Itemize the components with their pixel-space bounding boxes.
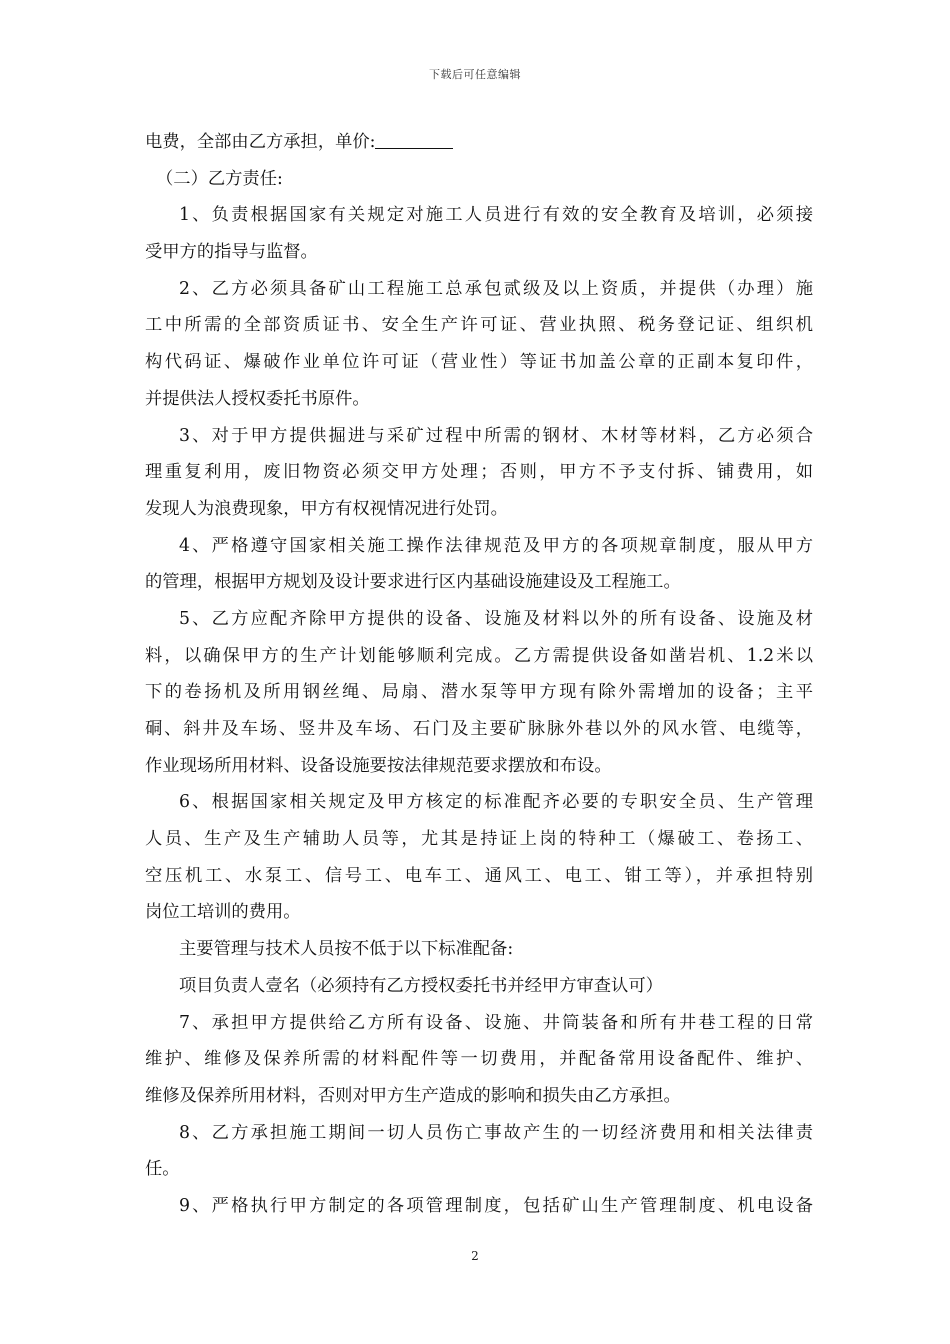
paragraph-line: 主要管理与技术人员按不低于以下标准配备: <box>179 939 514 960</box>
paragraph-line: 项目负责人壹名（必须持有乙方授权委托书并经甲方审查认可） <box>179 975 663 996</box>
paragraph-line: 工中所需的全部资质证书、安全生产许可证、营业执照、税务登记证、组织机 <box>145 315 813 336</box>
paragraph-line: 并提供法人授权委托书原件。 <box>145 388 370 409</box>
section-heading: （二）乙方责任: <box>156 168 283 189</box>
paragraph-line: 维护、维修及保养所需的材料配件等一切费用，并配备常用设备配件、维护、 <box>145 1049 813 1070</box>
paragraph-line: 9、严格执行甲方制定的各项管理制度，包括矿山生产管理制度、机电设备 <box>179 1195 813 1216</box>
paragraph-line: 的管理，根据甲方规划及设计要求进行区内基础设施建设及工程施工。 <box>145 572 681 593</box>
electricity-fee-text: 电费，全部由乙方承担，单价: <box>145 132 376 152</box>
paragraph-line: 人员、生产及生产辅助人员等，尤其是持证上岗的特种工（爆破工、卷扬工、 <box>145 829 813 850</box>
paragraph-line: 料，以确保甲方的生产计划能够顺利完成。乙方需提供设备如凿岩机、1.2米以 <box>145 645 814 666</box>
paragraph-line: 岗位工培训的费用。 <box>145 902 301 923</box>
paragraph-line: 下的卷扬机及所用钢丝绳、局扇、潜水泵等甲方现有除外需增加的设备；主平 <box>145 682 813 703</box>
document-body <box>145 124 813 1225</box>
page-number: 2 <box>471 1249 479 1263</box>
paragraph-line: 6、根据国家相关规定及甲方核定的标准配齐必要的专职安全员、生产管理 <box>179 792 813 813</box>
paragraph-line: 维修及保养所用材料，否则对甲方生产造成的影响和损失由乙方承担。 <box>145 1085 681 1106</box>
paragraph-line: 4、严格遵守国家相关施工操作法律规范及甲方的各项规章制度，服从甲方 <box>179 535 813 556</box>
paragraph-line: 2、乙方必须具备矿山工程施工总承包贰级及以上资质，并提供（办理）施 <box>179 278 813 299</box>
unit-price-blank <box>375 128 453 149</box>
paragraph-line: 1、负责根据国家有关规定对施工人员进行有效的安全教育及培训，必须接 <box>179 205 813 226</box>
paragraph-line: 理重复利用，废旧物资必须交甲方处理；否则，甲方不予支付拆、铺费用，如 <box>145 462 813 483</box>
paragraph-line: 8、乙方承担施工期间一切人员伤亡事故产生的一切经济费用和相关法律责 <box>179 1122 813 1143</box>
paragraph-line: 7、承担甲方提供给乙方所有设备、设施、井筒装备和所有井巷工程的日常 <box>179 1012 813 1033</box>
paragraph-line: 3、对于甲方提供掘进与采矿过程中所需的钢材、木材等材料，乙方必须合 <box>179 425 813 446</box>
paragraph-line: 任。 <box>145 1159 180 1180</box>
paragraph-line: 作业现场所用材料、设备设施要按法律规范要求摆放和布设。 <box>145 755 612 776</box>
paragraph-line: 硐、斜井及车场、竖井及车场、石门及主要矿脉脉外巷以外的风水管、电缆等， <box>145 719 813 739</box>
paragraph-line: 发现人为浪费现象，甲方有权视情况进行处罚。 <box>145 498 508 519</box>
paragraph-line: 构代码证、爆破作业单位许可证（营业性）等证书加盖公章的正副本复印件， <box>145 352 813 373</box>
paragraph-line <box>145 124 813 161</box>
page-header: 下载后可任意编辑 <box>429 68 521 81</box>
paragraph-line: 受甲方的指导与监督。 <box>145 242 318 263</box>
paragraph-line: 5、乙方应配齐除甲方提供的设备、设施及材料以外的所有设备、设施及材 <box>179 608 813 629</box>
paragraph-line: 空压机工、水泵工、信号工、电车工、通风工、电工、钳工等），并承担特别 <box>145 865 813 886</box>
